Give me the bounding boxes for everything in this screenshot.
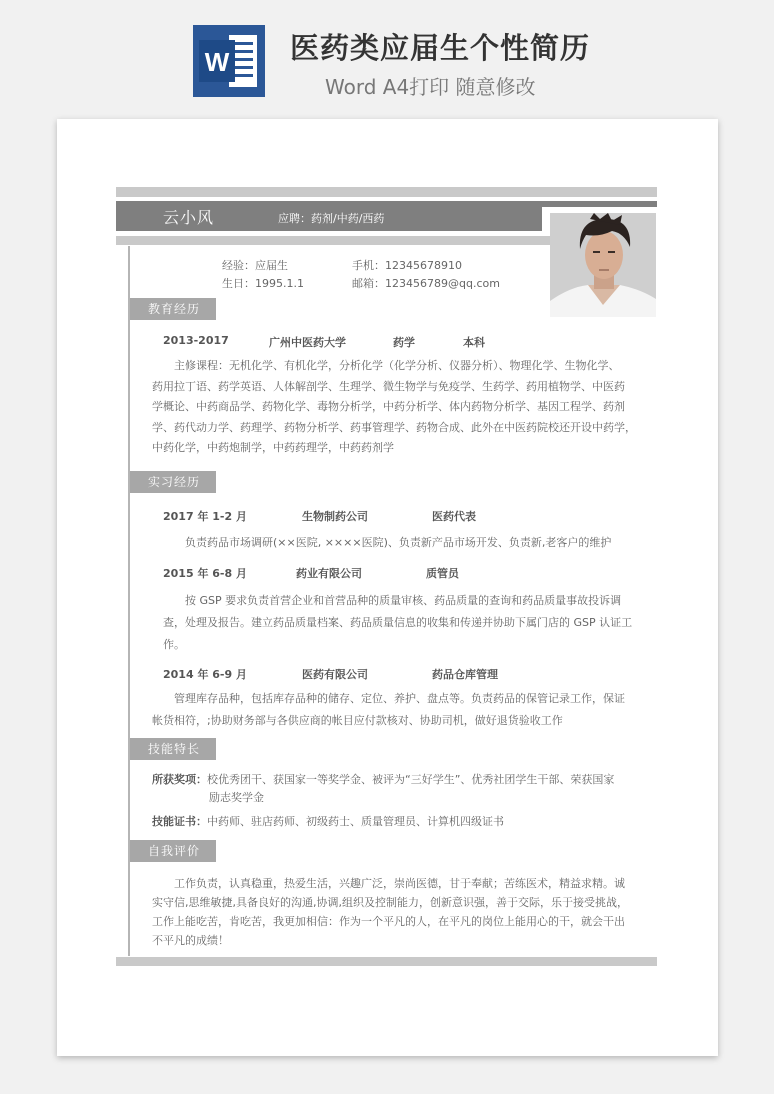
- cert-text: 中药师、驻店药师、初级药士、质量管理员、计算机四级证书: [207, 815, 504, 828]
- svg-text:W: W: [204, 47, 230, 77]
- self-line: 不平凡的成绩！: [152, 934, 229, 947]
- profile-photo: [550, 213, 656, 317]
- job-company: 药业有限公司: [296, 567, 362, 580]
- self-line: 实守信,思维敏捷,具备良好的沟通,协调,组织及控制能力，创新意识强，善于交际，乐于接受挑战，: [152, 896, 628, 909]
- top-bar: [116, 187, 657, 197]
- phone-info: 手机：12345678910: [352, 259, 462, 272]
- job-description: 负责药品市场调研(××医院, ××××医院)、负责新产品市场开发、负责新,老客户的维护: [185, 536, 612, 549]
- job-line: 帐货相符，;协助财务部与各供应商的帐目应付款核对、协助司机，做好退货验收工作: [152, 714, 563, 727]
- self-evaluation-text: [152, 874, 648, 950]
- birth-info: 生日：1995.1.1: [222, 277, 304, 290]
- job-line: 查，处理及报告。建立药品质量档案、药品质量信息的收集和传递并协助下属门店的 GSP 认证工: [163, 616, 633, 629]
- job-description: [152, 688, 648, 732]
- applicant-name: 云小风: [163, 208, 215, 227]
- education-period: 2013-2017: [163, 334, 229, 347]
- education-courses: [152, 356, 648, 459]
- page-banner: [0, 0, 774, 120]
- education-major: 药学: [393, 336, 415, 349]
- award-text-continued: 励志奖学金: [209, 791, 264, 804]
- job-company: 医药有限公司: [302, 668, 368, 681]
- section-skills: 技能特长: [130, 738, 216, 760]
- job-line: 管理库存品种，包括库存品种的储存、定位、养护、盘点等。负责药品的保管记录工作，保证: [174, 692, 625, 705]
- job-line: 按 GSP 要求负责首营企业和首营品种的质量审核、药品质量的查询和药品质量事故投诉调: [185, 594, 622, 607]
- award-row: [152, 771, 648, 807]
- self-line: 工作负责，认真稳重，热爱生活，兴趣广泛，崇尚医德，甘于奉献；苦练医术，精益求精。诚: [174, 877, 625, 890]
- education-school: 广州中医药大学: [269, 336, 346, 349]
- section-self-evaluation: 自我评价: [130, 840, 216, 862]
- job-role: 质管员: [426, 567, 459, 580]
- job-description: [163, 590, 651, 656]
- job-role: 医药代表: [432, 510, 476, 523]
- education-line: 药用拉丁语、药学英语、人体解剖学、生理学、微生物学与免疫学、生药学、药用植物学、中医药: [152, 379, 625, 393]
- education-degree: 本科: [463, 336, 485, 349]
- name-bar-extension: [542, 201, 657, 207]
- education-line: 学、药代动力学、药理学、药物分析学、药事管理学、药物合成、此外在中医药院校还开设中药学，: [152, 420, 636, 434]
- section-practice: 实习经历: [130, 471, 216, 493]
- banner-subtitle: Word A4打印 随意修改: [325, 75, 536, 99]
- job-period: 2017 年 1-2 月: [163, 510, 247, 523]
- email-info: 邮箱：123456789@qq.com: [352, 277, 500, 290]
- award-text: 校优秀团干、获国家一等奖学金、被评为“三好学生”、优秀社团学生干部、荣获国家: [207, 773, 615, 786]
- education-line: 主修课程：无机化学、有机化学，分析化学（化学分析、仪器分析）、物理化学、生物化学、: [174, 359, 620, 372]
- education-line: 中药化学，中药炮制学，中药药理学，中药药剂学: [152, 441, 394, 454]
- cert-label: 技能证书：: [152, 815, 207, 828]
- job-role: 药品仓库管理: [432, 668, 498, 681]
- self-line: 工作上能吃苦，肯吃苦，我更加相信：作为一个平凡的人，在平凡的岗位上能用心的干，就会干出: [152, 915, 625, 928]
- cert-row: [152, 813, 648, 831]
- apply-position: 应聘：药剂/中药/西药: [278, 212, 385, 225]
- job-period: 2014 年 6-9 月: [163, 668, 247, 681]
- experience-info: 经验：应届生: [222, 259, 288, 272]
- portrait-image: [550, 213, 656, 317]
- job-line: 作。: [163, 638, 185, 651]
- bottom-bar: [116, 957, 657, 966]
- job-company: 生物制药公司: [302, 510, 368, 523]
- section-education: 教育经历: [130, 298, 216, 320]
- award-label: 所获奖项：: [152, 773, 207, 786]
- under-name-bar: [116, 236, 550, 245]
- banner-title: 医药类应届生个性简历: [290, 31, 591, 65]
- word-document-icon: [193, 25, 265, 97]
- job-period: 2015 年 6-8 月: [163, 567, 247, 580]
- education-line: 学概论、中药商品学、药物化学、毒物分析学，中药分析学、体内药物分析学、基因工程学、药剂: [152, 400, 625, 413]
